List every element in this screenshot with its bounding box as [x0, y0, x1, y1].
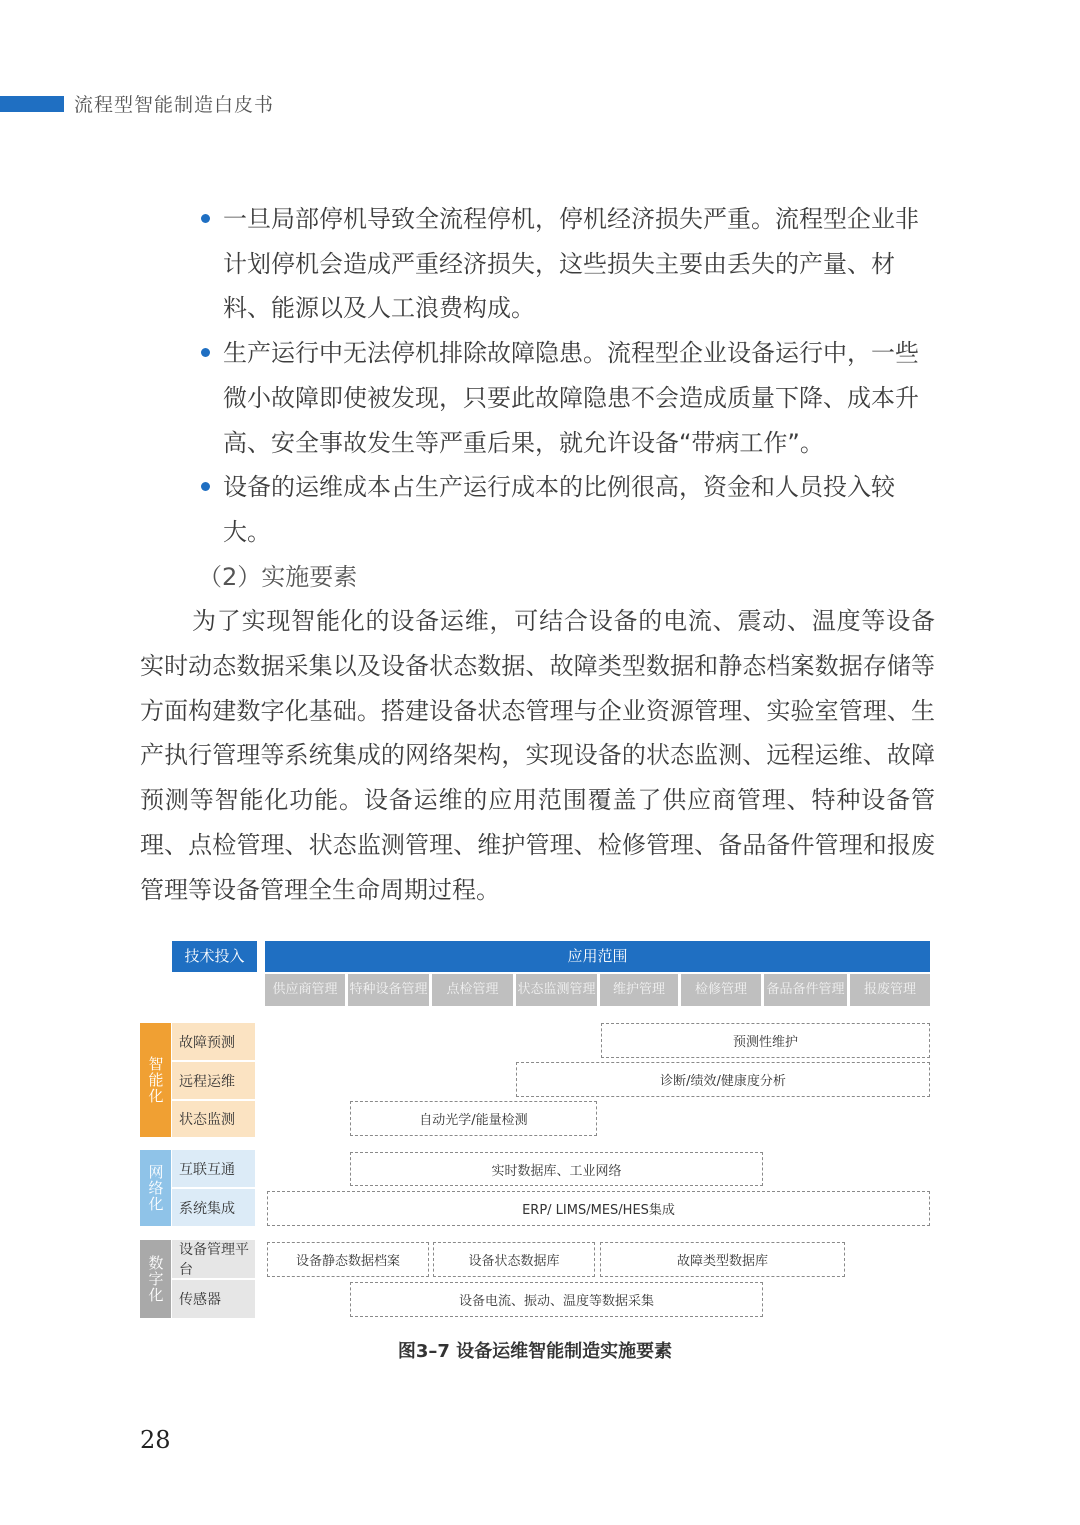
scope-item: 点检管理: [432, 974, 513, 1006]
box-erp-integration: ERP/ LIMS/MES/HES集成: [267, 1191, 930, 1226]
bullet-text: 设备的运维成本占生产运行成本的比例很高，资金和人员投入较大。: [223, 473, 895, 546]
bullet-item: [140, 331, 935, 465]
section-subheading: （2）实施要素: [198, 562, 358, 591]
group-network-label: 网络化: [140, 1150, 171, 1226]
box-status-database: 设备状态数据库: [433, 1242, 595, 1277]
row-label-interconnection: 互联互通: [172, 1150, 255, 1187]
scope-item: 检修管理: [681, 974, 761, 1006]
box-data-collection: 设备电流、振动、温度等数据采集: [350, 1282, 763, 1317]
group-digital-label: 数字化: [140, 1240, 171, 1318]
body-paragraph: 为了实现智能化的设备运维，可结合设备的电流、震动、温度等设备实时动态数据采集以及设备状态数据、故障类型数据和静态档案数据存储等方面构建数字化基础。搭建设备状态管理与企业资源管理、实验室管理、生产执行管理等系统集成的网络架构，实现设备的状态监测、远程运维、故障预测等智能化功能。设备运维的应用范围覆盖了供应商管理、特种设备管理、点检管理、状态监测管理、维护管理、检修管理、备品备件管理和报废管理等设备管理全生命周期过程。: [140, 607, 935, 904]
group-intelligent-label: 智能化: [140, 1023, 171, 1137]
row-label-fault-prediction: 故障预测: [172, 1023, 255, 1060]
scope-item: 备品备件管理: [764, 974, 847, 1006]
header-accent-bar: [0, 96, 64, 112]
scope-item: 供应商管理: [265, 974, 345, 1006]
bullet-text: 生产运行中无法停机排除故障隐患。流程型企业设备运行中，一些微小故障即使被发现，只要此故障隐患不会造成质量下降、成本升高、安全事故发生等严重后果，就允许设备“带病工作”。: [223, 339, 919, 457]
scope-item: 状态监测管理: [516, 974, 597, 1006]
application-scope-header: 应用范围: [265, 941, 930, 972]
tech-input-header: 技术投入: [172, 941, 257, 972]
page-number: 28: [140, 1426, 171, 1454]
row-label-remote-ops: 远程运维: [172, 1062, 255, 1099]
scope-item: 维护管理: [600, 974, 678, 1006]
box-fault-database: 故障类型数据库: [600, 1242, 845, 1277]
row-label-device-platform: 设备管理平台: [172, 1240, 255, 1278]
bullet-item: [140, 197, 935, 331]
box-diagnosis-analysis: 诊断/绩效/健康度分析: [516, 1062, 930, 1097]
bullet-dot-icon: [201, 214, 210, 223]
bullet-dot-icon: [201, 348, 210, 357]
figure-caption: 图3–7 设备运维智能制造实施要素: [397, 1341, 673, 1362]
bullet-text: 一旦局部停机导致全流程停机，停机经济损失严重。流程型企业非计划停机会造成严重经济损失，这些损失主要由丢失的产量、材料、能源以及人工浪费构成。: [223, 205, 919, 323]
scope-item: 特种设备管理: [348, 974, 429, 1006]
running-header-title: 流程型智能制造白皮书: [74, 94, 275, 116]
body-text: [140, 197, 935, 912]
row-label-system-integration: 系统集成: [172, 1189, 255, 1226]
scope-item: 报废管理: [850, 974, 930, 1006]
bullet-item: [140, 465, 935, 554]
box-realtime-database: 实时数据库、工业网络: [350, 1152, 763, 1186]
bullet-dot-icon: [201, 482, 210, 491]
box-static-archive: 设备静态数据档案: [267, 1242, 429, 1277]
row-label-status-monitoring: 状态监测: [172, 1101, 255, 1137]
row-label-sensor: 传感器: [172, 1280, 255, 1318]
box-predictive-maintenance: 预测性维护: [601, 1023, 930, 1058]
box-auto-detection: 自动光学/能量检测: [350, 1101, 597, 1136]
